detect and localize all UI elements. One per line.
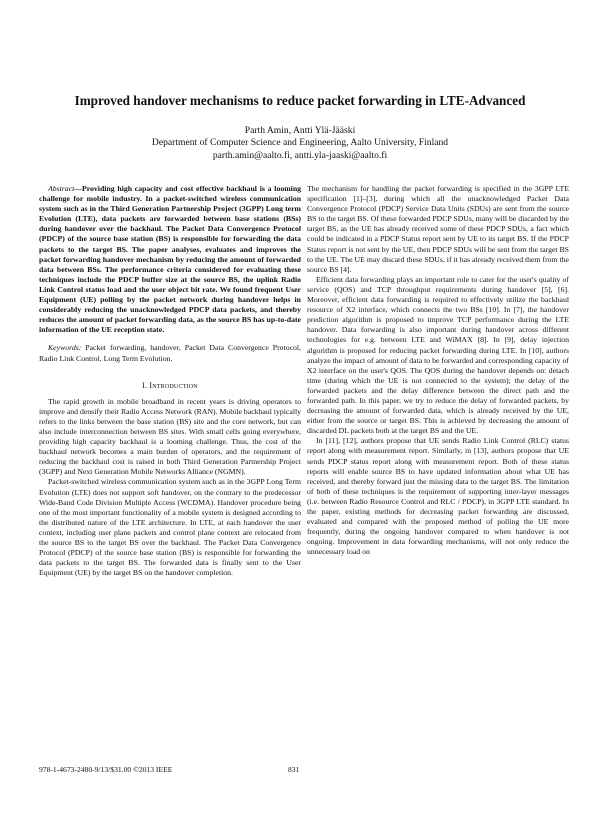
keywords-text: Packet forwarding, handover, Packet Data Convergence Protocol, Radio Link Control, Long Term Evolution. bbox=[39, 343, 301, 363]
intro-paragraph-2: Packet-switched wireless communication system such as in the 3GPP Long Term Evolution (LTE) does not support soft handover, on the contrary to the predecessor Wide-Band Code Division Multiple Access (WCDMA). Handover procedure being one of the most important functionality of a mobile system is designed according to the distributed nature of the LTE architecture. In LTE, at each handover the user context, including user plane packets and control plane context are relocated from the source BS to the target BS over the backhaul. The Packet Data Convergence Protocol (PDCP) of the source base station (BS) is responsible for forwarding the data packets to the target BS. The forwarded data is finally sent to the User Equipment (UE) by the target BS on the handover completion. bbox=[39, 477, 301, 578]
abstract bbox=[39, 184, 301, 335]
left-column bbox=[39, 184, 301, 578]
abstract-text: —Providing high capacity and cost effective backhaul is a looming challenge for mobile industry. In a packet-switched wireless communication system such as in the Third Generation Partnership Project (3GPP) Long term Evolution (LTE), data packets are forwarded between base stations (BSs) during handover over the backhaul. The Packet Data Convergence Protocol (PDCP) of the source base station (BS) is responsible for forwarding the data packets to the target BS. The paper analyses, evaluates and improves the packet forwarding handover mechanism by reducing the amount of forwarded data between BSs. The performance criteria considered for evaluating these techniques include the PDCP buffer size at the source BS, the uplink Radio Link Control status load and the user object bit rate. We found frequent User Equipment (UE) polling by the packet network during handover helps in considerably reducing the unacknowledged PDCP data packets, and thereby reduces the amount of packet forwarding data, as the source BS has up-to-date information of the UE reception state. bbox=[39, 184, 301, 335]
author-emails: parth.amin@aalto.fi, antti.yla-jaaski@aalto.fi bbox=[212, 149, 388, 161]
author-names: Parth Amin, Antti Ylä-Jääski bbox=[244, 125, 356, 136]
copyright-notice: 978-1-4673-2480-9/13/$31.00 ©2013 IEEE bbox=[39, 765, 173, 774]
intro-paragraph-1: The rapid growth in mobile broadband in recent years is driving operators to improve and densify their Radio Access Network (RAN). Mobile backhaul typically refers to the links between the base station (BS) site and the core network, but can also include interconnection between BS sites. With small cells going everywhere, providing high capacity backhaul is a looming challenge. Thus, the cost of the backhaul network becomes a main burden of operators, and the requirement of reducing the backhaul cost is raised in both Third Generation Partnership Project (3GPP) and Next Generation Mobile Networks Alliance (NGMN). bbox=[39, 396, 301, 477]
keywords-lead: Keywords: bbox=[48, 343, 82, 353]
author-block bbox=[60, 125, 540, 162]
paper-title: Improved handover mechanisms to reduce packet forwarding in LTE-Advanced bbox=[74, 93, 526, 108]
keywords bbox=[39, 343, 301, 363]
body-paragraph-2: Efficient data forwarding plays an important role to cater for the user's quality of service (QOS) and TCP throughput requirements during handover [5], [6]. Moreover, efficient data forwarding is required to effectively utilize the backhaul resource of X2 interface, which connects the two BSs [10]. In [7], the handover prediction algorithm is proposed to improve TCP performance during the LTE handover. Data forwarding is also important during handover across different technologies for e.g. between LTE and WiMAX [8]. In [9], delay injection algorithm is proposed for reducing packet forwarding during LTE. In [10], authors analyze the impact of amount of data to be forwarded and corresponding capacity of X2 interface on the user's QOS. The QOS during the handover depends on: detach time (during which the UE is not connected to the system); the delay of the forwarded packets and the delay difference between the direct path and the forwarded path. In this paper, we try to reduce the delay of forwarded packets, by decreasing the amount of forwarded data, which is already received by the UE, either from the source or target BS. This is achieved by decreasing the amount of discarded DL packets both at the target BS and the UE. bbox=[307, 274, 569, 436]
body-paragraph-3: In [11], [12], authors propose that UE sends Radio Link Control (RLC) status report along with measurement report. Similarly, in [13], authors propose that UE sends PDCP status report along with measurement report. Both of these status reports will enable source BS to have updated information about what UE has received, and thereby forward just the missing data to the target BS. The limitation of both of these techniques is the requirement of supporting inter-layer messages (i.e. between Radio Resource Control and RLC / PDCP), in 3GPP LTE standard. In the paper, existing methods for decreasing packet forwarding are discussed, evaluated and compared with the proposed method of polling the UE more frequently, during the ongoing handover compared to when handover is not ongoing. Improvement in data forwarding mechanisms, will not only reduce the unnecessary load on bbox=[307, 436, 569, 557]
right-column bbox=[307, 184, 569, 557]
author-affiliation: Department of Computer Science and Engineering, Aalto University, Finland bbox=[151, 137, 449, 149]
page-number: 831 bbox=[288, 765, 300, 774]
section-number: I. bbox=[142, 380, 148, 390]
section-title: Introduction bbox=[149, 380, 198, 390]
abstract-lead: Abstract bbox=[48, 184, 75, 193]
body-paragraph-1: The mechanism for handling the packet forwarding is specified in the 3GPP LTE specification [1]–[3], during which all the unacknowledged Packet Data Convergence Protocol (PDCP) Service Data Units (SDUs) are sent from the source BS to the target BS. Of these forwarded PDCP SDUs, many will be discarded by the target BS, as the UE has already received some of these PDCP SDUs, a fact which could be indicated in a PDCP Status report sent by UE to its target BS. If the PDCP Status report is not sent by the UE, then PDCP SDUs will be sent from the target BS to the UE. The UE may discard these SDUs, if it has already received them from the source BS [4]. bbox=[307, 184, 569, 274]
section-heading-introduction bbox=[39, 381, 301, 391]
